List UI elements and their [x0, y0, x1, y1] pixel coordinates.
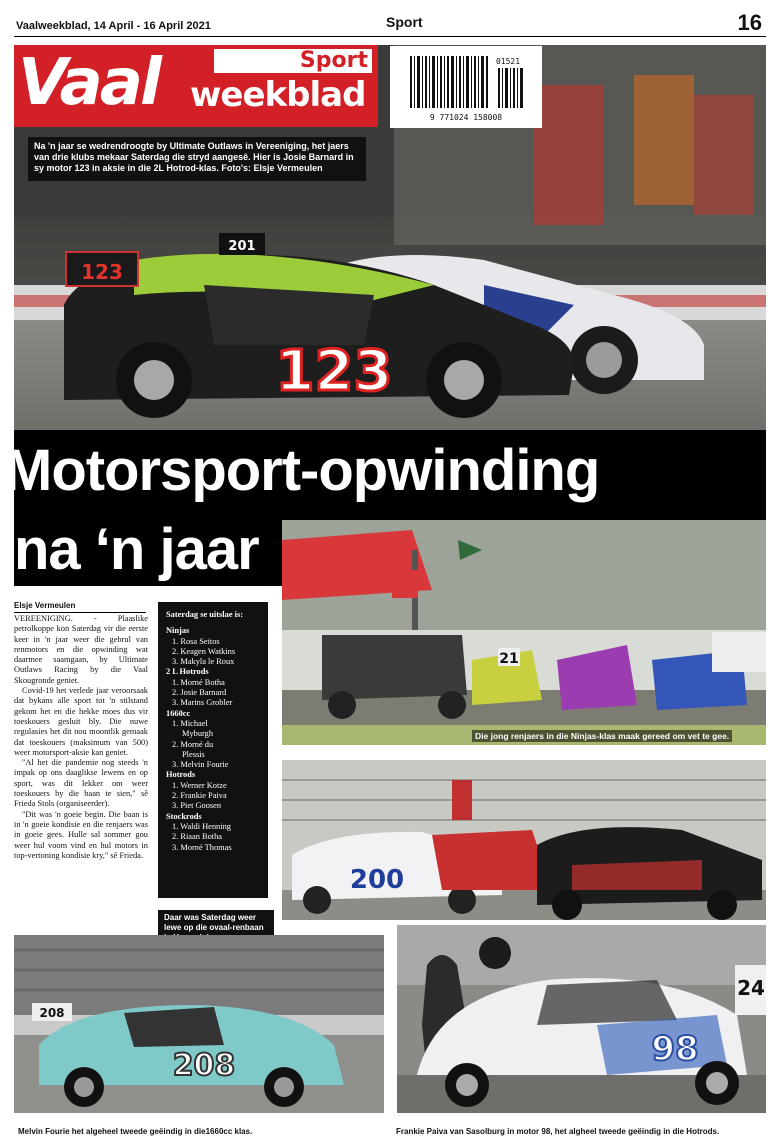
- byline: Elsje Vermeulen: [14, 601, 146, 613]
- results-category: 2 L Hotrods: [166, 667, 209, 677]
- page-number: 16: [737, 10, 762, 35]
- ninja-car-number: 21: [499, 651, 519, 667]
- rear-wing-number: 123: [81, 260, 123, 284]
- publication-date: Vaalweekblad, 14 April - 16 April 2021: [16, 20, 211, 32]
- section-title: Sport: [386, 14, 423, 30]
- result-item: 1. Werner Kotze: [172, 780, 227, 790]
- result-item: Myburgh: [182, 729, 214, 739]
- results-category: Hotrods: [166, 770, 196, 780]
- result-item: 1. Morné Botha: [172, 677, 225, 687]
- headline-line-2: na ‘n jaar: [14, 517, 259, 582]
- article-paragraph: "Al het die pandemie nog steeds 'n impak op ons daaglikse lewens en op sport, was dit lekker om weer toeskouers by die baan te sien," sê Frieda Stols (organiseerder).: [14, 758, 148, 809]
- article-paragraph: VEREENIGING. - Plaaslike petrolkoppe kon Saterdag vir die eerste keer in 'n jaar weer die gebrul van renmotors en die opwinding wat daarmee saamgaan, by Ultimate Outlaws Racing by die Vaal Skougronde geniet.: [14, 614, 148, 685]
- masthead-vaal: Vaal: [18, 46, 159, 120]
- melvin-fourie-photo: [14, 935, 384, 1113]
- result-item: 3. Morné Thomas: [172, 842, 232, 852]
- result-item: 3. Marins Grobler: [172, 698, 233, 708]
- results-box: [158, 602, 268, 898]
- barcode-number: 9 771024 158008: [429, 113, 503, 122]
- stockrods-photo: [282, 760, 766, 920]
- roof-number: 201: [228, 239, 256, 254]
- results-category: Ninjas: [166, 626, 190, 636]
- result-item: 2. Keagen Watkins: [172, 646, 236, 656]
- result-item: 1. Waldi Henning: [172, 821, 231, 831]
- door-number: 123: [275, 339, 393, 404]
- headline-line-1: Motorsport-opwinding: [4, 438, 600, 503]
- result-item: 1. Michael: [172, 718, 208, 728]
- bottom-right-caption: Frankie Paiva van Sasolburg in motor 98, het algheel tweede geëindig in die Hotrods.: [396, 1127, 720, 1136]
- ninja-caption: Die jong renjaers in die Ninjas-klas maak gereed om vet te gee.: [472, 730, 732, 742]
- car-number-98: 98: [651, 1029, 699, 1069]
- stockrods-caption: Daar was Saterdag weer lewe op die ovaal-renbaan: [158, 910, 274, 952]
- side-number: 208: [172, 1048, 236, 1083]
- article-paragraph: Covid-19 het verlede jaar veroorsaak dat bykans alle sport tot 'n stilstand gekom het en die hekke moes dus vir toeskouers gesluit bly. Die nuwe regulasies het dit nou moontlik gemaak dat toeskouers (maksimum van 500) weer motorsport-aksie kan geniet.: [14, 686, 148, 757]
- result-item: 2. Morné du: [172, 739, 214, 749]
- results-heading: Saterdag se uitslae is:: [166, 610, 243, 619]
- results-category: Stockrods: [166, 811, 202, 821]
- article-body: [14, 614, 148, 861]
- barcode: [390, 46, 542, 128]
- barcode-icon: [390, 46, 542, 128]
- stockrod-number: 200: [349, 865, 405, 895]
- page-header: [14, 10, 766, 37]
- masthead-sport: Sport: [214, 49, 372, 73]
- result-item: Plessis: [182, 749, 205, 759]
- article-paragraph: "Dit was 'n goeie begin. Die baan is in 'n goeie kondisie en die renjaers was in goeie gees. Hulle sal sommer gou weer hul voom vind en hul motors in top-vertoning kondisie kry," sê Frieda.: [14, 809, 148, 860]
- masthead-logo: [14, 45, 378, 127]
- ninja-class-photo: [282, 520, 766, 745]
- frankie-paiva-photo: [397, 925, 766, 1113]
- result-item: 2. Frankie Paiva: [172, 791, 227, 801]
- result-item: 1. Rosa Seitos: [172, 636, 220, 646]
- result-item: 3. Makyla le Roux: [172, 657, 235, 667]
- side-number-24: 24: [737, 976, 765, 1000]
- main-photo-caption: Na 'n jaar se wedrendroogte by Ultimate Outlaws in Vereeniging, het jaers van drie klubs mekaar Saterdag die stryd aangesê. Hier is Josie Barnard in sy motor 123 in aksie in die 2L Hotrod-klas. Foto's: Elsje Vermeulen: [28, 137, 366, 181]
- masthead-weekblad: weekblad: [190, 75, 366, 115]
- result-item: 2. Riaan Botha: [172, 832, 223, 842]
- results-category: 1660cc: [166, 708, 191, 718]
- tail-number: 208: [39, 1006, 65, 1020]
- result-item: 2. Josie Barnard: [172, 688, 227, 698]
- result-item: 3. Melvin Fourie: [172, 760, 229, 770]
- result-item: 3. Piet Goosen: [172, 801, 222, 811]
- barcode-issue: 01521: [495, 57, 521, 66]
- bottom-left-caption: Melvin Fourie het algeheel tweede geëindig in die1660cc klas.: [18, 1127, 253, 1136]
